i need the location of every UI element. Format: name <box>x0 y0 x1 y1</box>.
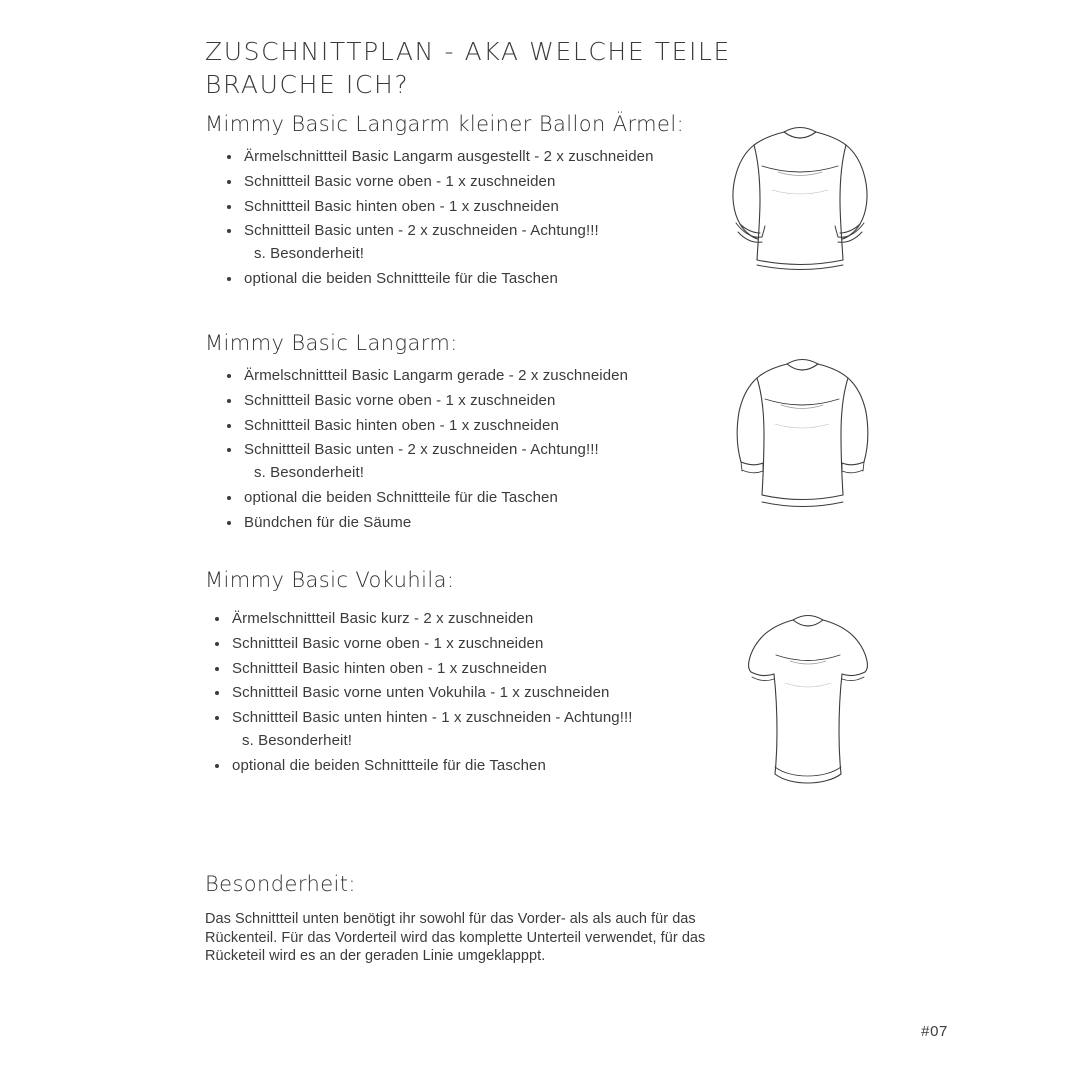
list-item: Schnittteil Basic hinten oben - 1 x zuschneiden <box>227 415 905 438</box>
list-item-note: s. Besonderheit! <box>254 245 364 263</box>
illustration-long-sleeve-balloon-shirt <box>700 120 900 280</box>
list-item: Schnittteil Basic vorne unten Vokuhila - 1 x zuschneiden <box>215 682 905 705</box>
besonderheit-note <box>205 872 725 966</box>
list-item: Bündchen für die Säume <box>227 512 905 535</box>
section-heading: Mimmy Basic Langarm: <box>205 331 458 355</box>
list-item: optional die beiden Schnittteile für die Taschen <box>227 487 905 510</box>
list-item: Schnittteil Basic vorne oben - 1 x zuschneiden <box>227 171 905 194</box>
illustration-short-sleeve-shirt <box>735 608 880 788</box>
list-item: Ärmelschnittteil Basic Langarm ausgestellt - 2 x zuschneiden <box>227 146 905 169</box>
list-item: optional die beiden Schnittteile für die Taschen <box>227 268 905 291</box>
note-text: Das Schnittteil unten benötigt ihr sowohl für das Vorder- als als auch für das Rückenteil. Für das Vorderteil wird das komplette Unterteil verwendet, für das Rücketeil wird es an der geraden Linie umgeklapppt. <box>205 911 706 965</box>
section-heading: Mimmy Basic Langarm kleiner Ballon Ärmel: <box>205 112 685 136</box>
section-heading: Mimmy Basic Vokuhila: <box>205 568 455 592</box>
list-item: optional die beiden Schnittteile für die Taschen <box>215 755 905 778</box>
list-item-note: s. Besonderheit! <box>242 731 352 749</box>
list-item: Schnittteil Basic unten - 2 x zuschneiden - Achtung!!! <box>227 220 905 243</box>
list-item: Schnittteil Basic unten hinten - 1 x zuschneiden - Achtung!!! <box>215 707 905 730</box>
list-item: Schnittteil Basic vorne oben - 1 x zuschneiden <box>215 633 905 656</box>
list-item: Schnittteil Basic hinten oben - 1 x zuschneiden <box>215 658 905 681</box>
list-item: Ärmelschnittteil Basic Langarm gerade - 2 x zuschneiden <box>227 365 905 388</box>
page-title: ZUSCHNITTPLAN - AKA WELCHE TEILE BRAUCHE ICH? <box>205 37 731 99</box>
list-item: Schnittteil Basic vorne oben - 1 x zuschneiden <box>227 390 905 413</box>
illustration-long-sleeve-shirt <box>705 352 900 517</box>
page-number: #07 <box>921 1023 948 1040</box>
note-heading: Besonderheit: <box>205 872 356 896</box>
list-item: Ärmelschnittteil Basic kurz - 2 x zuschneiden <box>215 608 905 631</box>
list-item-note: s. Besonderheit! <box>254 464 364 482</box>
list-item: Schnittteil Basic hinten oben - 1 x zuschneiden <box>227 196 905 219</box>
list-item: Schnittteil Basic unten - 2 x zuschneiden - Achtung!!! <box>227 439 905 462</box>
